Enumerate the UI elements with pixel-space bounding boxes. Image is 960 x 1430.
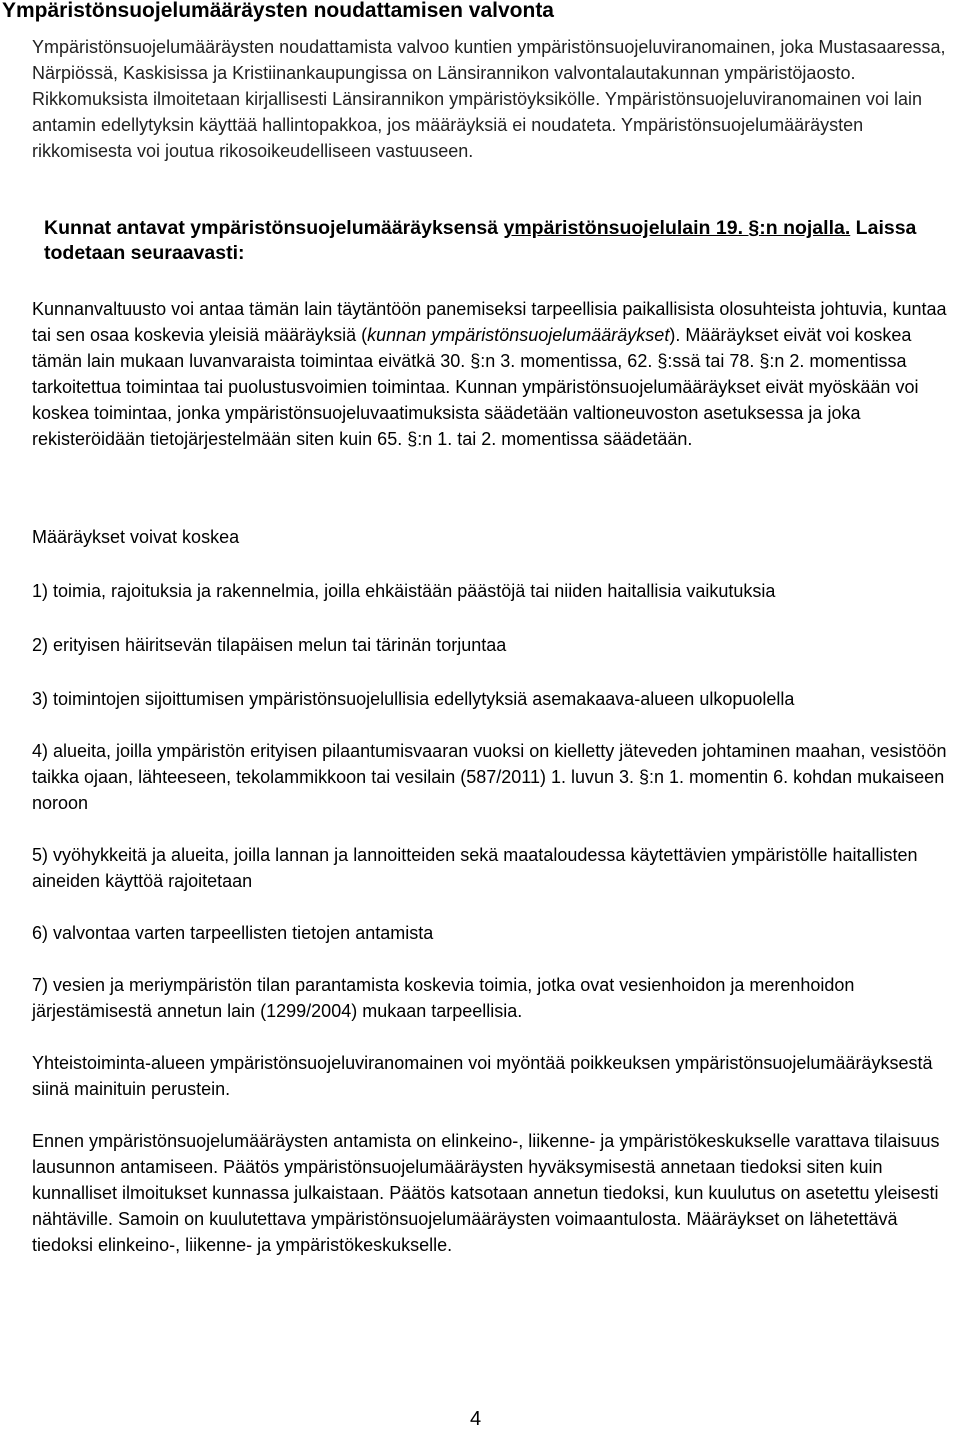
- list-intro: Määräykset voivat koskea: [32, 527, 240, 547]
- final-paragraph: Ennen ympäristönsuojelumääräysten antamista on elinkeino-, liikenne- ja ympäristökeskukselle varattava tilaisuus lausunnon antamiseen. Päätös ympäristönsuojelumääräysten hyväksymisestä annetaan tiedoksi siten kuin kunnalliset ilmoitukset kunnassa julkaistaan. Päätös katsotaan annetun tiedoksi, kun kuulutus on asetettu yleisesti nähtäville. Samoin on kuulutettava ympäristönsuojelumääräysten voimaantulosta. Määräykset on lähetettävä tiedoksi elinkeino-, liikenne- ja ympäristökeskukselle.: [32, 1131, 940, 1255]
- intro-paragraph: Ympäristönsuojelumääräysten noudattamista valvoo kuntien ympäristönsuojeluviranomainen, joka Mustasaaressa, Närpiössä, Kaskisissa ja Kristiinankaupungissa on Länsirannikon valvontalautakunnan ympäristöjaosto. Rikkomuksista ilmoitetaan kirjallisesti Länsirannikon ympäristöyksikölle. Ympäristönsuojeluviranomainen voi lain antamin edellytyksin käyttää hallintopakkoa, jos määräyksiä ei noudateta. Ympäristönsuojelumääräysten rikkomisesta voi joutua rikosoikeudelliseen vastuuseen.: [32, 37, 946, 161]
- law-quote-text-end: ). Määräykset eivät voi koskea tämän lain mukaan luvanvaraista toimintaa eivätkä 30. §:n 3. momentissa, 62. §:ssä tai 78. §:n 2. momentissa tarkoitettua toimintaa tai puolustusvoimien toimintaa. Kunnan ympäristönsuojelumääräykset eivät myöskään voi koskea toimintaa, jonka ympäristönsuojeluvaatimuksista säädetään valtioneuvoston asetuksessa ja joka rekisteröidään tietojärjestelmään siten kuin 65. §:n 1. tai 2. momentissa säädetään.: [32, 325, 919, 449]
- list-item: 4) alueita, joilla ympäristön erityisen pilaantumisvaaran vuoksi on kielletty jäteveden johtaminen maahan, vesistöön taikka ojaan, lähteeseen, tekolammikkoon tai vesilain (587/2011) 1. luvun 3. §:n 1. momentin 6. kohdan mukaiseen noroon: [32, 741, 947, 813]
- law-quote-paragraph: [32, 296, 957, 452]
- section-heading: [44, 216, 949, 266]
- page-number: 4: [470, 1408, 482, 1430]
- list-item: 1) toimia, rajoituksia ja rakennelmia, joilla ehkäistään päästöjä tai niiden haitallisia vaikutuksia: [32, 581, 776, 601]
- list-item: 2) erityisen häiritsevän tilapäisen melun tai tärinän torjuntaa: [32, 635, 507, 655]
- page-title: Ympäristönsuojelumääräysten noudattamisen valvonta: [2, 0, 554, 22]
- law-quote-italic-term: kunnan ympäristönsuojelumääräykset: [367, 325, 670, 345]
- law-quote-text-start: Kunnanvaltuusto voi antaa tämän lain täytäntöön panemiseksi tarpeellisia paikallisista olosuhteista johtuvia, kuntaa tai sen osaa koskevia yleisiä määräyksiä (: [32, 299, 947, 345]
- section-heading-suffix: Laissa todetaan seuraavasti:: [44, 217, 917, 264]
- list-item: 6) valvontaa varten tarpeellisten tietojen antamista: [32, 923, 434, 943]
- list-item: 5) vyöhykkeitä ja alueita, joilla lannan ja lannoitteiden sekä maataloudessa käytettävien ympäristölle haitallisten aineiden käyttöä rajoitetaan: [32, 845, 918, 891]
- cooperation-paragraph: Yhteistoiminta-alueen ympäristönsuojeluviranomainen voi myöntää poikkeuksen ympäristönsuojelumääräyksestä siinä mainituin perustein.: [32, 1053, 933, 1099]
- list-item: 3) toimintojen sijoittumisen ympäristönsuojelullisia edellytyksiä asemakaava-alueen ulkopuolella: [32, 689, 795, 709]
- list-item: 7) vesien ja meriympäristön tilan parantamista koskevia toimia, jotka ovat vesienhoidon ja merenhoidon järjestämisestä annetun lain (1299/2004) mukaan tarpeellisia.: [32, 975, 855, 1021]
- law-reference: ympäristönsuojelulain 19. §:n nojalla.: [503, 217, 851, 239]
- section-heading-text: Kunnat antavat ympäristönsuojelumääräyksensä: [44, 217, 504, 239]
